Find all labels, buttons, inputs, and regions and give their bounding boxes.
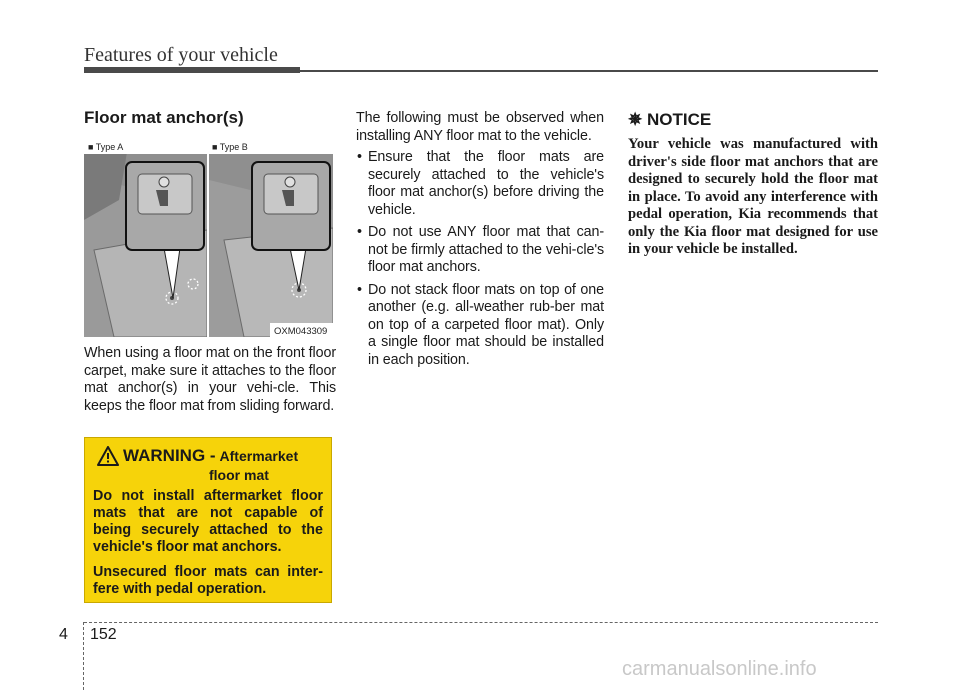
type-a-panel	[84, 140, 207, 337]
footer-rule	[84, 622, 878, 623]
middle-column	[356, 110, 604, 374]
warning-text-2: Unsecured floor mats can inter-fere with pedal operation.	[93, 564, 323, 597]
list-item: • Ensure that the floor mats are securely attached to the vehicle's floor mat anchor(s) before driving the vehicle.	[356, 149, 604, 219]
section-title: Floor mat anchor(s)	[84, 108, 244, 127]
footer-divider	[83, 622, 84, 690]
page-number: 152	[90, 626, 117, 643]
list-item: • Do not stack floor mats on top of one another (e.g. all-weather rub-ber mat on top of a carpeted floor mat). Only a single floor mat should be installed in each position.	[356, 282, 604, 370]
floor-mat-anchor-figure	[84, 140, 333, 337]
installation-intro: The following must be observed when installing ANY floor mat to the vehicle.	[356, 110, 604, 144]
figure-code: OXM043309	[274, 326, 328, 337]
notice-body: Your vehicle was manufactured with driver's side floor mat anchors that are designed to securely hold the floor mat in place. To avoid any interference with pedal operation, Kia recommends that only the Kia floor mat designed for use in your vehicle be installed.	[628, 136, 878, 257]
warning-subject-2: floor mat	[209, 467, 269, 483]
right-column	[628, 110, 878, 259]
installation-bullets	[356, 149, 604, 369]
type-a-label: ■ Type A	[88, 142, 124, 152]
chapter-number: 4	[59, 626, 68, 643]
warning-text-1: Do not install aftermarket floor mats that are not capable of being securely attached to the vehicle's floor mat anchors.	[93, 488, 323, 555]
warning-triangle-icon	[97, 446, 119, 466]
left-column	[84, 108, 336, 138]
warning-box	[84, 437, 332, 603]
header-bar	[84, 67, 300, 73]
header-rule	[300, 70, 878, 72]
page-header-title: Features of your vehicle	[84, 44, 278, 66]
type-b-panel	[209, 140, 333, 337]
warning-subject-1: Aftermarket	[219, 448, 299, 464]
type-b-label: ■ Type B	[212, 142, 248, 152]
anchor-description: When using a floor mat on the front floor carpet, make sure it attaches to the floor mat anchor(s) in your vehi-cle. This keeps the floor mat from sliding forward.	[84, 345, 336, 414]
warning-word: WARNING -	[123, 446, 216, 465]
watermark: carmanualsonline.info	[622, 658, 817, 680]
warning-header	[93, 446, 323, 484]
figure-illustration	[84, 140, 333, 337]
list-item: • Do not use ANY floor mat that can-not be firmly attached to the vehi-cle's floor mat anchors.	[356, 224, 604, 277]
notice-title: ✵ NOTICE	[628, 110, 712, 129]
